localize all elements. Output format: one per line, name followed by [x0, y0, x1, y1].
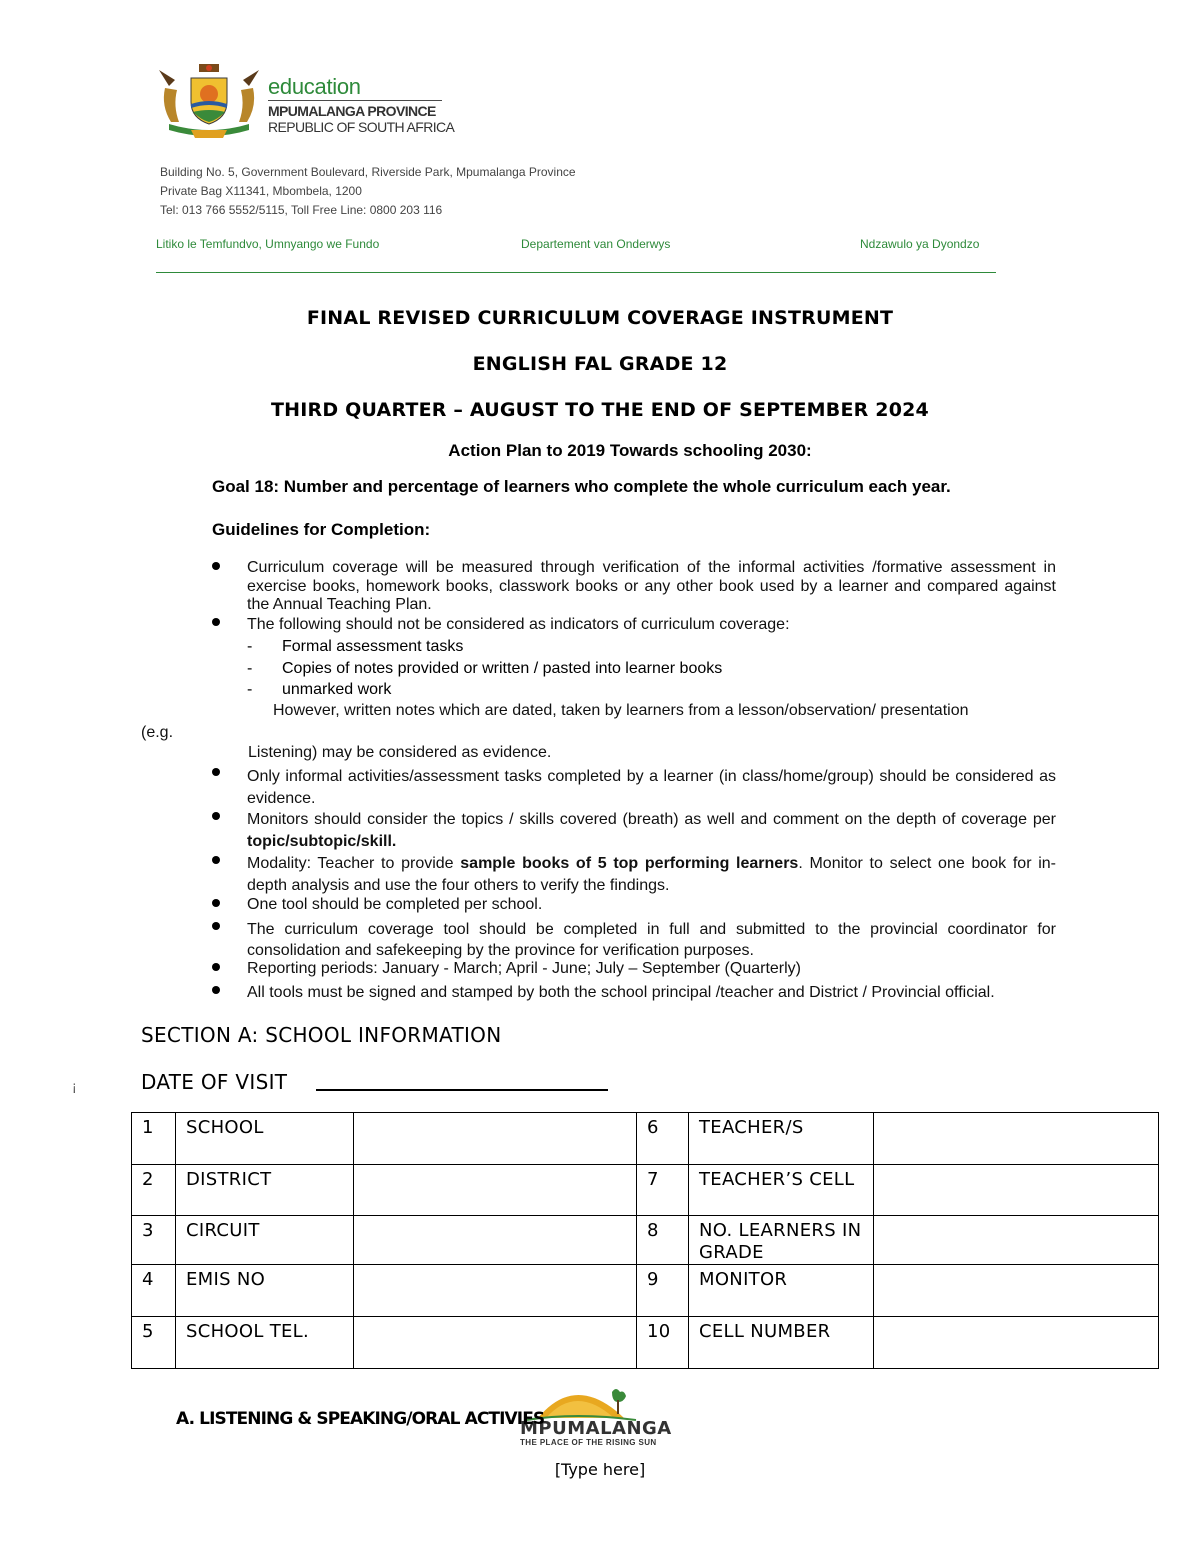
- guideline-item: Curriculum coverage will be measured through verification of the informal activities /formative assessment in exercise books, homework books, classwork books or any other book used by a learner and compared against the Annual Teaching Plan.: [247, 559, 1056, 613]
- dash-marker: -: [247, 681, 253, 698]
- field-label: CIRCUIT: [176, 1216, 354, 1265]
- row-number: 5: [132, 1317, 176, 1369]
- guidelines-heading: Guidelines for Completion:: [212, 520, 431, 539]
- row-number: 2: [132, 1165, 176, 1216]
- date-of-visit-label: DATE OF VISIT: [141, 1070, 288, 1094]
- goal-statement: Goal 18: Number and percentage of learners who complete the whole curriculum each year.: [212, 477, 951, 496]
- subject-title: ENGLISH FAL GRADE 12: [472, 353, 728, 375]
- school-field[interactable]: [354, 1113, 637, 1165]
- field-label: NO. LEARNERS IN GRADE: [689, 1216, 874, 1265]
- guideline-item: Reporting periods: January - March; April - June; July – September (Quarterly): [247, 960, 802, 977]
- brand-country: REPUBLIC OF SOUTH AFRICA: [268, 119, 455, 135]
- teacher-field[interactable]: [874, 1113, 1159, 1165]
- teacher-cell-field[interactable]: [874, 1165, 1159, 1216]
- field-label: CELL NUMBER: [689, 1317, 874, 1369]
- row-number: 3: [132, 1216, 176, 1265]
- field-label: SCHOOL: [176, 1113, 354, 1165]
- row-number: 8: [637, 1216, 689, 1265]
- row-number: 10: [637, 1317, 689, 1369]
- letterhead-rule: [156, 272, 996, 273]
- footer-placeholder[interactable]: [Type here]: [554, 1460, 646, 1479]
- guideline-item: The curriculum coverage tool should be completed in full and submitted to the provincial coordinator for consolidation and safekeeping by the province for verification purposes.: [247, 921, 1056, 959]
- guideline-subitem: Copies of notes provided or written / pasted into learner books: [282, 660, 723, 677]
- department-name-tsonga: Ndzawulo ya Dyondzo: [860, 237, 980, 251]
- evidence-note-continued: Listening) may be considered as evidence.: [248, 744, 552, 761]
- margin-mark: ¡: [72, 1078, 77, 1094]
- row-number: 1: [132, 1113, 176, 1165]
- date-of-visit-field[interactable]: [316, 1089, 608, 1091]
- field-label: MONITOR: [689, 1265, 874, 1317]
- emis-no-field[interactable]: [354, 1265, 637, 1317]
- field-label: TEACHER/S: [689, 1113, 874, 1165]
- evidence-note-eg: (e.g.: [141, 724, 174, 741]
- bullet-icon: [212, 986, 220, 994]
- table-row: [132, 1265, 1159, 1317]
- guideline-item: [247, 809, 1056, 853]
- bullet-icon: [212, 856, 220, 864]
- logo-tagline: THE PLACE OF THE RISING SUN: [520, 1438, 657, 1447]
- monitor-field[interactable]: [874, 1265, 1159, 1317]
- table-row: [132, 1317, 1159, 1369]
- guideline-subitem: Formal assessment tasks: [282, 638, 464, 655]
- term-title: THIRD QUARTER – AUGUST TO THE END OF SEPTEMBER 2024: [271, 399, 929, 421]
- cell-number-field[interactable]: [874, 1317, 1159, 1369]
- guideline-item: One tool should be completed per school.: [247, 896, 543, 913]
- row-number: 9: [637, 1265, 689, 1317]
- bullet-icon: [212, 618, 220, 626]
- department-name-afrikaans: Departement van Onderwys: [521, 237, 671, 251]
- evidence-note: However, written notes which are dated, taken by learners from a lesson/observation/ presentation: [273, 702, 969, 719]
- field-label: EMIS NO: [176, 1265, 354, 1317]
- guideline-item: [247, 853, 1056, 897]
- table-row: [132, 1216, 1159, 1265]
- section-a-heading: SECTION A: SCHOOL INFORMATION: [141, 1023, 502, 1047]
- dash-marker: -: [247, 660, 253, 677]
- circuit-field[interactable]: [354, 1216, 637, 1265]
- address-line: Building No. 5, Government Boulevard, Riverside Park, Mpumalanga Province: [160, 165, 576, 179]
- guideline-item: Only informal activities/assessment tasks completed by a learner (in class/home/group) should be considered as evidence.: [247, 768, 1056, 807]
- action-plan-heading: Action Plan to 2019 Towards schooling 2030:: [448, 441, 812, 460]
- bullet-icon: [212, 922, 220, 930]
- dash-marker: -: [247, 638, 253, 655]
- guideline-subitem: unmarked work: [282, 681, 392, 698]
- learners-in-grade-field[interactable]: [874, 1216, 1159, 1265]
- guideline-item: All tools must be signed and stamped by both the school principal /teacher and District / Provincial official.: [247, 984, 995, 1001]
- row-number: 6: [637, 1113, 689, 1165]
- document-title: FINAL REVISED CURRICULUM COVERAGE INSTRUMENT: [306, 307, 894, 329]
- table-row: [132, 1113, 1159, 1165]
- logo-wordmark: MPUMALANGA: [520, 1418, 672, 1439]
- listening-speaking-heading: A. LISTENING & SPEAKING/ORAL ACTIVIES: [176, 1409, 545, 1429]
- brand-province: MPUMALANGA PROVINCE: [268, 103, 436, 119]
- address-line: Tel: 013 766 5552/5115, Toll Free Line: 0800 203 116: [160, 203, 443, 217]
- field-label: DISTRICT: [176, 1165, 354, 1216]
- address-line: Private Bag X11341, Mbombela, 1200: [160, 184, 362, 198]
- guideline-text: . Monitor to select one book for in-depth analysis and use the four others to verify the findings.: [247, 855, 1057, 894]
- guideline-emphasis: topic/subtopic/skill.: [247, 833, 397, 850]
- brand-education: education: [268, 74, 361, 99]
- table-row: [132, 1165, 1159, 1216]
- row-number: 7: [637, 1165, 689, 1216]
- school-info-table: [131, 1112, 1159, 1369]
- bullet-icon: [212, 963, 220, 971]
- school-tel-field[interactable]: [354, 1317, 637, 1369]
- brand-divider: [268, 100, 442, 101]
- bullet-icon: [212, 812, 220, 820]
- bullet-icon: [212, 562, 220, 570]
- bullet-icon: [212, 899, 220, 907]
- coat-of-arms-icon: [155, 62, 263, 140]
- guideline-item: The following should not be considered as indicators of curriculum coverage:: [247, 616, 790, 633]
- guideline-text: Modality: Teacher to provide: [247, 855, 461, 872]
- field-label: SCHOOL TEL.: [176, 1317, 354, 1369]
- bullet-icon: [212, 768, 220, 776]
- department-name-swati: Litiko le Temfundvo, Umnyango we Fundo: [156, 237, 380, 251]
- district-field[interactable]: [354, 1165, 637, 1216]
- guideline-text: Monitors should consider the topics / skills covered (breath) as well and comment on the depth of coverage per: [247, 811, 1056, 828]
- guideline-emphasis: sample books of 5 top performing learners: [460, 855, 799, 872]
- field-label: TEACHER’S CELL: [689, 1165, 874, 1216]
- row-number: 4: [132, 1265, 176, 1317]
